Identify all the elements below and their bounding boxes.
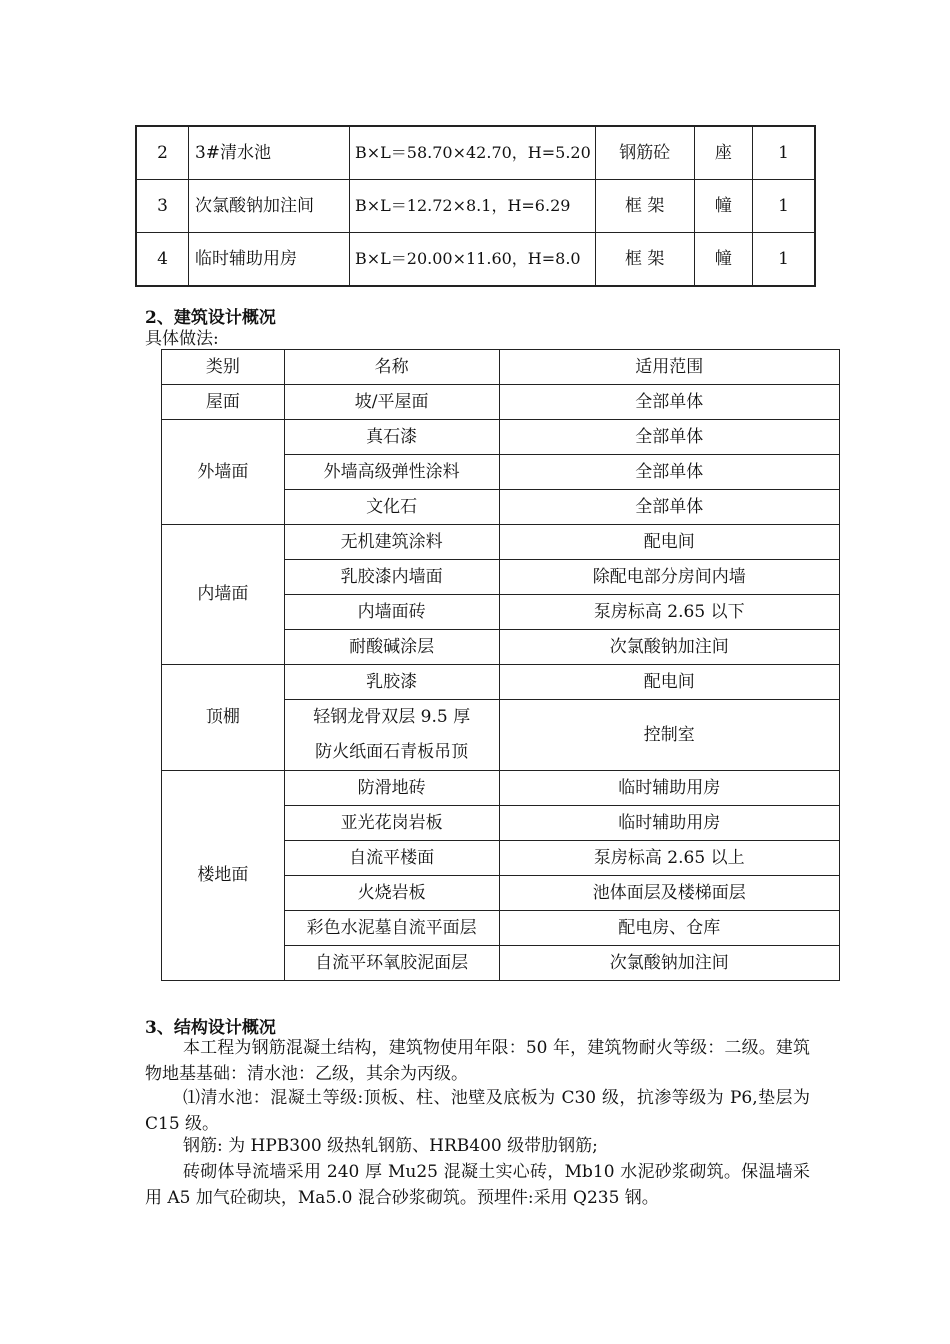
- structure-paragraph-4: 砖砌体导流墙采用 240 厚 Mu25 混凝土实心砖，Mb10 水泥砂浆砌筑。保温墙采用 A5 加气砼砌块，Ma5.0 混合砂浆砌筑。预埋件:采用 Q235 钢。: [145, 1162, 810, 1208]
- structure-unit: 幢: [694, 233, 752, 287]
- finish-scope: 次氯酸钠加注间: [499, 630, 840, 665]
- finish-scope: 全部单体: [499, 385, 840, 420]
- finish-name: 自流平环氧胶泥面层: [284, 946, 499, 981]
- finish-name: 耐酸碱涂层: [284, 630, 499, 665]
- row-number: 3: [136, 180, 188, 233]
- structure-name: 次氯酸钠加注间: [188, 180, 349, 233]
- structure-type: 框 架: [595, 233, 694, 287]
- structure-quantity: 1: [753, 126, 815, 180]
- finish-scope: 全部单体: [499, 455, 840, 490]
- structure-dimensions: B×L＝20.00×11.60，H=8.0: [350, 233, 596, 287]
- category-cell: 顶棚: [162, 665, 285, 771]
- table-row: [136, 126, 815, 180]
- finish-name: 真石漆: [284, 420, 499, 455]
- finish-scope: 控制室: [499, 700, 840, 771]
- finish-scope: 配电间: [499, 525, 840, 560]
- finish-name: 乳胶漆: [284, 665, 499, 700]
- finish-scope: 池体面层及楼梯面层: [499, 876, 840, 911]
- finish-name: 内墙面砖: [284, 595, 499, 630]
- row-number: 2: [136, 126, 188, 180]
- finish-scope: 配电房、仓库: [499, 911, 840, 946]
- finish-name: 无机建筑涂料: [284, 525, 499, 560]
- structure-paragraph-3: 钢筋: 为 HPB300 级热轧钢筋、HRB400 级带肋钢筋;: [183, 1136, 598, 1156]
- structures-table: [135, 125, 816, 287]
- finish-scope: 全部单体: [499, 420, 840, 455]
- table-row: [162, 665, 840, 700]
- finish-name: 乳胶漆内墙面: [284, 560, 499, 595]
- finish-scope: 泵房标高 2.65 以下: [499, 595, 840, 630]
- category-cell: 屋面: [162, 385, 285, 420]
- structure-paragraph-1: 本工程为钢筋混凝土结构，建筑物使用年限：50 年，建筑物耐火等级：二级。建筑物地基基础：清水池：乙级，其余为丙级。: [145, 1038, 810, 1084]
- table-row: [162, 525, 840, 560]
- structure-type: 框 架: [595, 180, 694, 233]
- structure-quantity: 1: [753, 233, 815, 287]
- finish-scope: 除配电部分房间内墙: [499, 560, 840, 595]
- finishes-table: [161, 349, 840, 981]
- finish-scope: 配电间: [499, 665, 840, 700]
- finish-name: 亚光花岗岩板: [284, 806, 499, 841]
- finish-name: 文化石: [284, 490, 499, 525]
- finish-name: 火烧岩板: [284, 876, 499, 911]
- structure-quantity: 1: [753, 180, 815, 233]
- finish-scope: 全部单体: [499, 490, 840, 525]
- category-cell: 楼地面: [162, 771, 285, 981]
- structure-dimensions: B×L＝12.72×8.1，H=6.29: [350, 180, 596, 233]
- header-scope: 适用范围: [499, 350, 840, 385]
- structure-unit: 幢: [694, 180, 752, 233]
- finish-name-line-1: 轻钢龙骨双层 9.5 厚: [313, 707, 471, 727]
- row-number: 4: [136, 233, 188, 287]
- header-category: 类别: [162, 350, 285, 385]
- finish-name: 自流平楼面: [284, 841, 499, 876]
- section-2-subheading: 具体做法:: [145, 329, 219, 349]
- category-cell: 外墙面: [162, 420, 285, 525]
- finish-scope: 临时辅助用房: [499, 806, 840, 841]
- finish-scope: 泵房标高 2.65 以上: [499, 841, 840, 876]
- finish-scope: 次氯酸钠加注间: [499, 946, 840, 981]
- structure-name: 3#清水池: [188, 126, 349, 180]
- section-3-heading: 3、结构设计概况: [145, 1018, 276, 1038]
- structure-dimensions: B×L＝58.70×42.70，H=5.20: [350, 126, 596, 180]
- table-row: [162, 771, 840, 806]
- structure-unit: 座: [694, 126, 752, 180]
- finish-name: 防滑地砖: [284, 771, 499, 806]
- structure-paragraph-2: ⑴清水池：混凝土等级:顶板、柱、池壁及底板为 C30 级，抗渗等级为 P6,垫层为 C15 级。: [145, 1088, 810, 1134]
- finish-name: 彩色水泥墓自流平面层: [284, 911, 499, 946]
- section-2-heading: 2、建筑设计概况: [145, 308, 276, 328]
- table-row: [136, 180, 815, 233]
- table-row: [162, 420, 840, 455]
- finish-name: [284, 700, 499, 771]
- finish-name: 外墙高级弹性涂料: [284, 455, 499, 490]
- finish-name: 坡/平屋面: [284, 385, 499, 420]
- table-header-row: [162, 350, 840, 385]
- structure-type: 钢筋砼: [595, 126, 694, 180]
- category-cell: 内墙面: [162, 525, 285, 665]
- table-row: [136, 233, 815, 287]
- table-row: [162, 385, 840, 420]
- finish-name-line-2: 防火纸面石青板吊顶: [315, 742, 469, 762]
- structure-name: 临时辅助用房: [188, 233, 349, 287]
- finish-scope: 临时辅助用房: [499, 771, 840, 806]
- header-name: 名称: [284, 350, 499, 385]
